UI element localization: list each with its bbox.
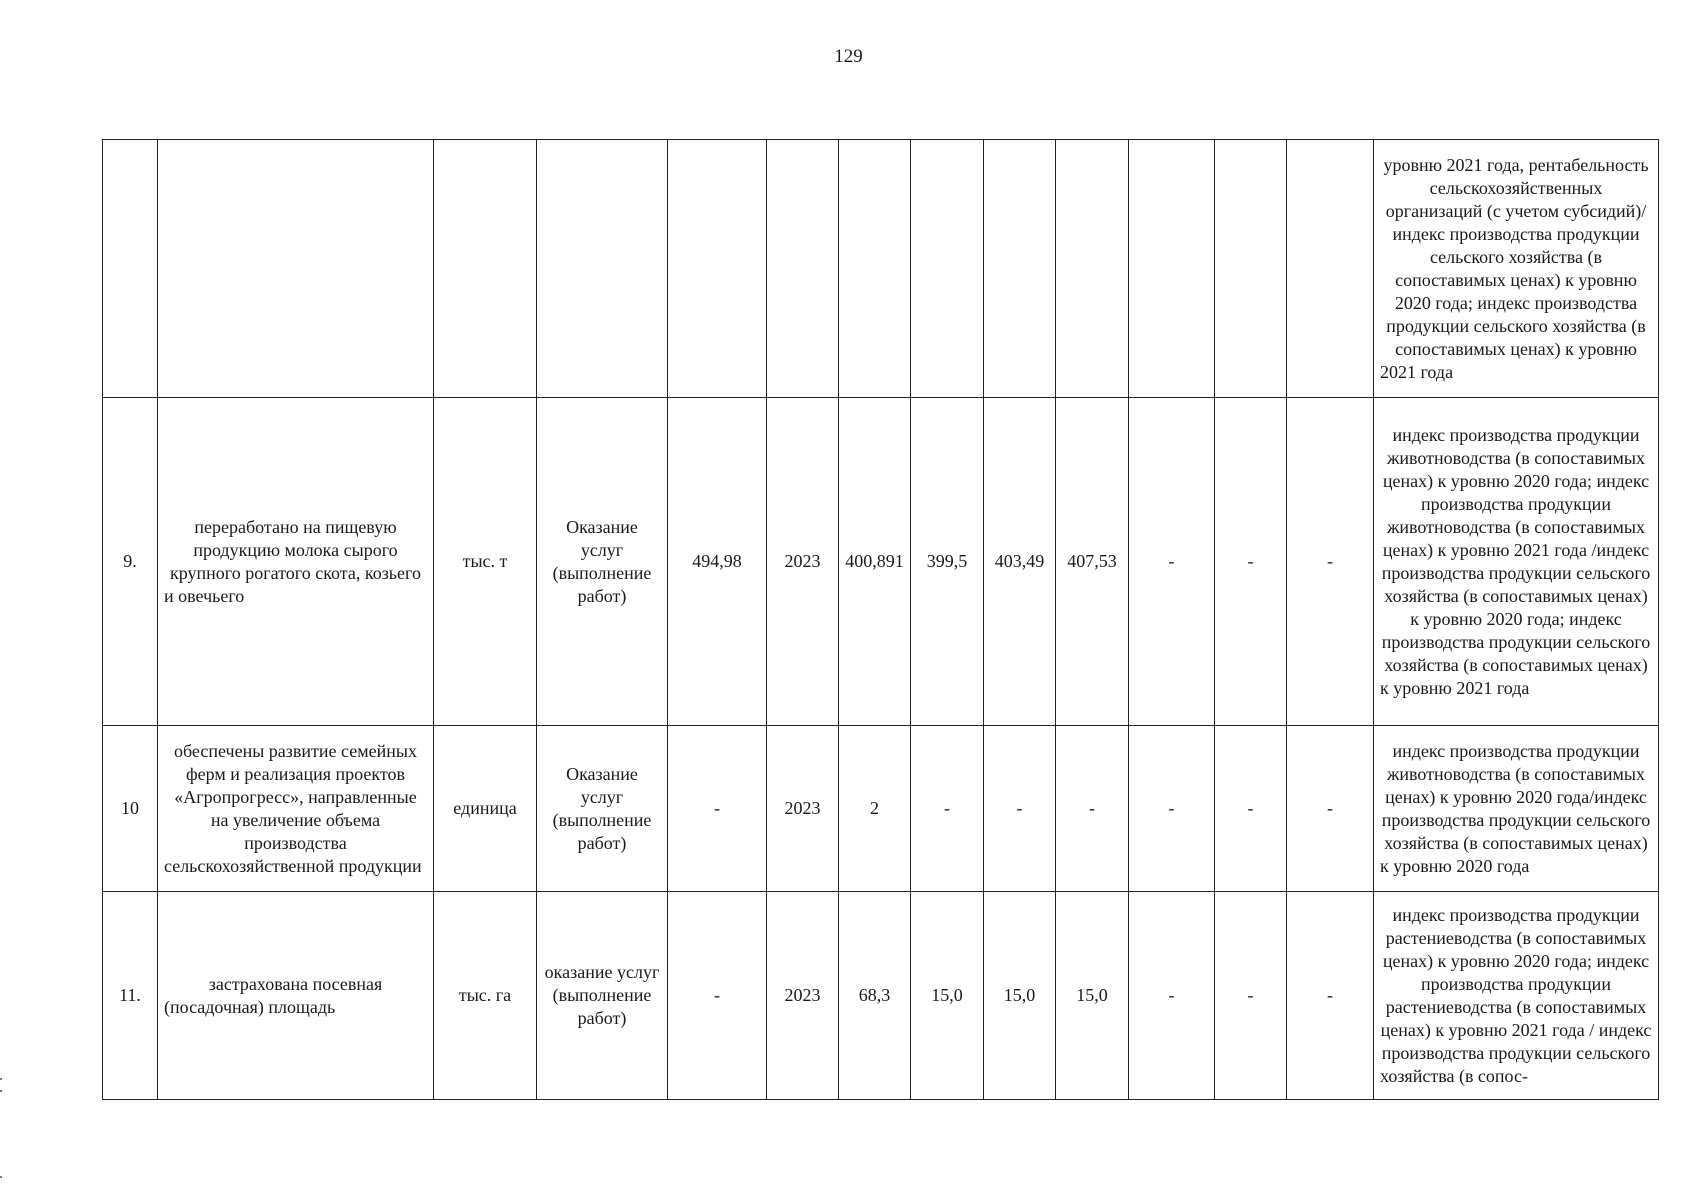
unit-cell — [434, 140, 537, 398]
value-cell: 15,0 — [911, 892, 984, 1100]
table-row — [103, 398, 1659, 726]
base-value-cell — [668, 140, 767, 398]
value-cell: - — [1129, 892, 1215, 1100]
value-cell: - — [1129, 726, 1215, 892]
scan-artifact — [0, 1176, 2, 1178]
value-cell: - — [1215, 398, 1287, 726]
value-cell: 407,53 — [1056, 398, 1129, 726]
value-cell — [911, 140, 984, 398]
base-year-cell: 2023 — [767, 892, 839, 1100]
value-cell: - — [1129, 398, 1215, 726]
base-year-cell: 2023 — [767, 726, 839, 892]
unit-cell: тыс. га — [434, 892, 537, 1100]
results-table — [102, 139, 1659, 1100]
value-cell — [1056, 140, 1129, 398]
value-cell — [1215, 140, 1287, 398]
table-row — [103, 892, 1659, 1100]
value-cell: - — [1215, 726, 1287, 892]
row-number-cell: 9. — [103, 398, 158, 726]
type-cell — [537, 140, 668, 398]
table-row-continuation — [103, 140, 1659, 398]
row-number-cell: 11. — [103, 892, 158, 1100]
value-cell: 68,3 — [839, 892, 911, 1100]
value-cell: 403,49 — [984, 398, 1056, 726]
value-cell: 400,891 — [839, 398, 911, 726]
indicator-link-cell: индекс производства продукции животноводства (в сопоставимых ценах) к уровню 2020 года/индекс производства продукции сельского хозяйства (в сопоставимых ценах) к уровню 2020 года — [1374, 726, 1659, 892]
value-cell: - — [911, 726, 984, 892]
value-cell: - — [984, 726, 1056, 892]
base-year-cell: 2023 — [767, 398, 839, 726]
indicator-link-cell: уровню 2021 года, рентабельность сельскохозяйственных организаций (с учетом субсидий)/индекс производства продукции сельского хозяйства (в сопоставимых ценах) к уровню 2020 года; индекс производства продукции сельского хозяйства (в сопоставимых ценах) к уровню 2021 года — [1374, 140, 1659, 398]
value-cell — [984, 140, 1056, 398]
type-cell: оказание услуг (выполнение работ) — [537, 892, 668, 1100]
type-cell: Оказание услуг (выполнение работ) — [537, 398, 668, 726]
result-name-cell — [158, 140, 434, 398]
value-cell — [1287, 140, 1374, 398]
value-cell: 15,0 — [1056, 892, 1129, 1100]
result-name-cell: застрахована посевная (посадочная) площадь — [158, 892, 434, 1100]
value-cell: 15,0 — [984, 892, 1056, 1100]
type-cell: Оказание услуг (выполнение работ) — [537, 726, 668, 892]
indicator-link-cell: индекс производства продукции животноводства (в сопоставимых ценах) к уровню 2020 года; индекс производства продукции животноводства (в сопоставимых ценах) к уровню 2021 года /индекс производства продукции сельского хозяйства (в сопоставимых ценах) к уровню 2020 года; индекс производства продукции сельского хозяйства (в сопоставимых ценах) к уровню 2021 года — [1374, 398, 1659, 726]
scan-artifact — [0, 1078, 2, 1080]
value-cell: - — [1287, 726, 1374, 892]
base-value-cell: 494,98 — [668, 398, 767, 726]
unit-cell: тыс. т — [434, 398, 537, 726]
page-number: 129 — [834, 46, 863, 67]
value-cell: 2 — [839, 726, 911, 892]
value-cell: - — [1215, 892, 1287, 1100]
value-cell: - — [1056, 726, 1129, 892]
base-value-cell: - — [668, 726, 767, 892]
unit-cell: единица — [434, 726, 537, 892]
value-cell — [1129, 140, 1215, 398]
value-cell: - — [1287, 892, 1374, 1100]
value-cell — [839, 140, 911, 398]
base-year-cell — [767, 140, 839, 398]
base-value-cell: - — [668, 892, 767, 1100]
result-name-cell: обеспечены развитие семейных ферм и реализация проектов «Агропрогресс», направленные на увеличение объема производства сельскохозяйственной продукции — [158, 726, 434, 892]
scan-artifact — [0, 1090, 2, 1092]
indicator-link-cell: индекс производства продукции растениеводства (в сопоставимых ценах) к уровню 2020 года; индекс производства продукции растениеводства (в сопоставимых ценах) к уровню 2021 года / индекс производства продукции сельского хозяйства (в сопос- — [1374, 892, 1659, 1100]
row-number-cell: 10 — [103, 726, 158, 892]
result-name-cell: переработано на пищевую продукцию молока сырого крупного рогатого скота, козьего и овечьего — [158, 398, 434, 726]
row-number-cell — [103, 140, 158, 398]
value-cell: 399,5 — [911, 398, 984, 726]
value-cell: - — [1287, 398, 1374, 726]
table-row — [103, 726, 1659, 892]
